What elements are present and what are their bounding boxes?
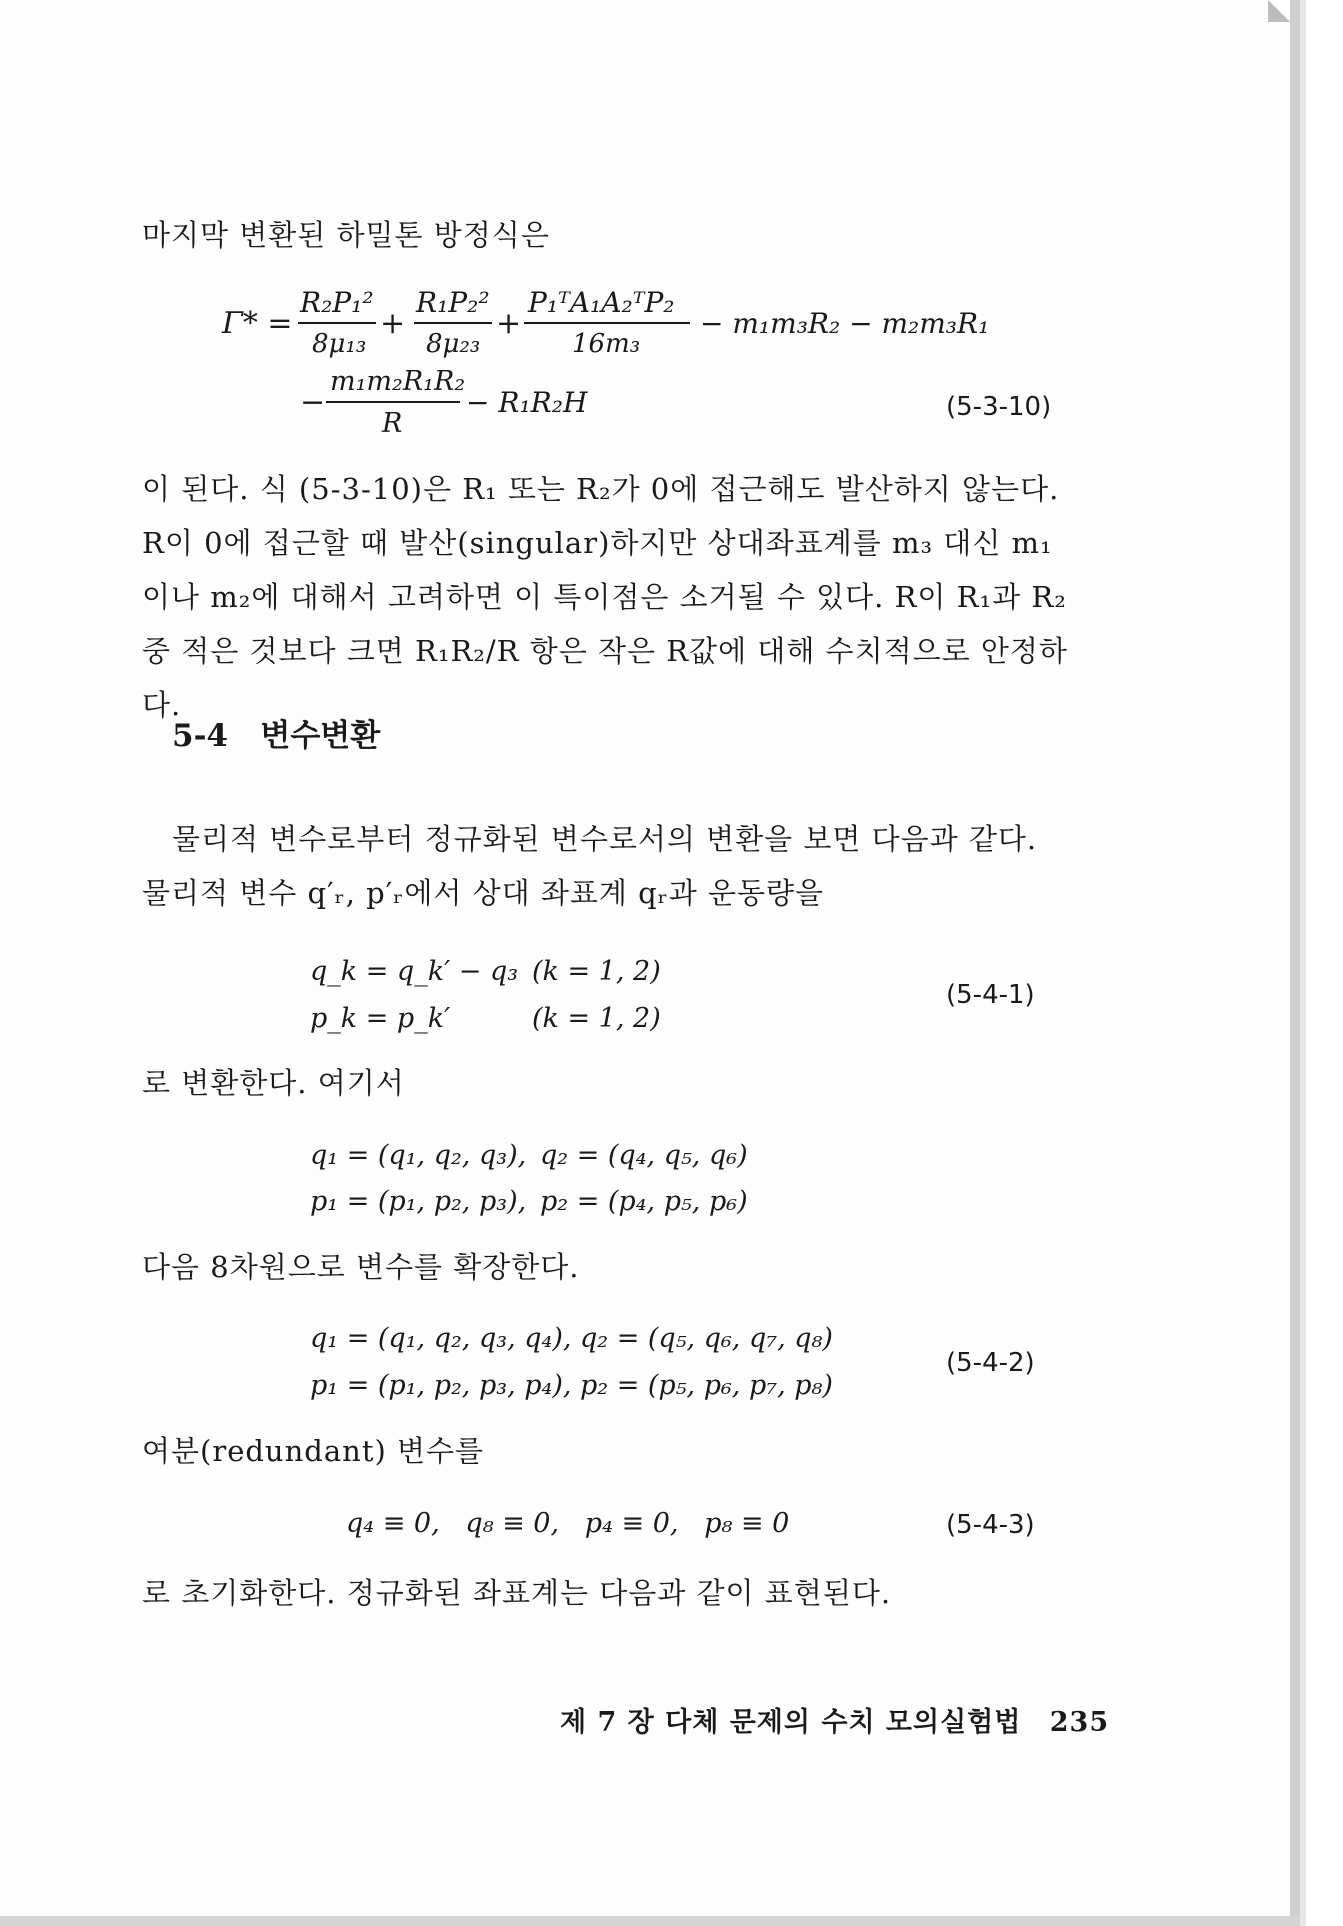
- eq-5-4-2-q1: q₁ = (q₁, q₂, q₃, q₄),: [310, 1323, 572, 1354]
- eq-term4-numerator: m₁m₂R₁R₂: [330, 366, 466, 397]
- eq-plus-2: +: [496, 306, 522, 341]
- eq-5-4-1-line2-condition: (k = 1, 2): [532, 1003, 661, 1034]
- eq-tail-1: − m₁m₃R₂ − m₂m₃R₁: [700, 307, 990, 340]
- intro-text: 마지막 변환된 하밀톤 방정식은: [142, 218, 550, 252]
- eq-number-5-4-2: (5-4-2): [946, 1348, 1035, 1378]
- paragraph-1: 이 된다. 식 (5-3-10)은 R₁ 또는 R₂가 0에 접근해도 발산하지 않는다. R이 0에 접근할 때 발산(singular)하지만 상대좌표계를 m₃ 대신 m₁이나 m₂에 대해서 고려하면 이 특이점은 소거될 수 있다. R이 R₁과 R₂ 중 적은 것보다 크면 R₁R₂/R 항은 작은 R값에 대해 수치적으로 안정하다.: [142, 472, 1068, 722]
- eq-5-4-2-p1: p₁ = (p₁, p₂, p₃, p₄),: [310, 1370, 572, 1401]
- eq-term3-numerator: P₁ᵀA₁A₂ᵀP₂: [528, 286, 675, 319]
- eq-5-4-2-p2: p₂ = (p₅, p₆, p₇, p₈): [580, 1370, 833, 1401]
- eq-def-q1: q₁ = (q₁, q₂, q₃),: [310, 1140, 527, 1171]
- eq-5-4-1-line1: q_k = q_k′ − q₃: [310, 956, 519, 987]
- eq-def-q2: q₂ = (q₄, q₅, q₆): [540, 1140, 748, 1171]
- eq-def-p2: p₂ = (p₄, p₅, p₆): [540, 1186, 748, 1217]
- footer-chapter: 제 7 장 다체 문제의 수치 모의실험법: [560, 1707, 1022, 1738]
- eq-number-5-4-1: (5-4-1): [946, 980, 1035, 1010]
- eq-lhs: Γ* =: [222, 306, 293, 341]
- eq-5-4-3-content: q₄ ≡ 0, q₈ ≡ 0, p₄ ≡ 0, p₈ ≡ 0: [346, 1508, 790, 1539]
- page-number: 235: [1049, 1707, 1110, 1738]
- eq-5-4-1-line2: p_k = p_k′: [310, 1003, 451, 1034]
- eq-number-5-3-10: (5-3-10): [946, 392, 1052, 422]
- section-title: 변수변환: [260, 718, 381, 754]
- eq-term1-numerator: R₂P₁²: [300, 286, 374, 319]
- text-extend: 다음 8차원으로 변수를 확장한다.: [142, 1250, 580, 1284]
- eq-5-4-2-q2: q₂ = (q₅, q₆, q₇, q₈): [580, 1323, 833, 1354]
- eq-term3-denominator: 16m₃: [572, 329, 641, 359]
- eq-number-5-4-3: (5-4-3): [946, 1510, 1035, 1540]
- page-footer: [560, 1700, 1109, 1739]
- text-redundant: 여분(redundant) 변수를: [142, 1434, 485, 1468]
- eq-term2-denominator: 8μ₂₃: [426, 329, 481, 359]
- text-initialize: 로 초기화한다. 정규화된 좌표계는 다음과 같이 표현된다.: [142, 1576, 892, 1610]
- section-number: 5-4: [172, 718, 229, 754]
- eq-def-p1: p₁ = (p₁, p₂, p₃),: [310, 1186, 527, 1217]
- eq-5-4-1-line1-condition: (k = 1, 2): [532, 956, 661, 987]
- eq-line2-minus: −: [300, 385, 326, 420]
- paragraph-2: 물리적 변수로부터 정규화된 변수로서의 변환을 보면 다음과 같다. 물리적 변수 q′ᵣ, p′ᵣ에서 상대 좌표계 qᵣ과 운동량을: [142, 822, 1038, 910]
- eq-term2-numerator: R₁P₂²: [416, 286, 490, 319]
- text-transform: 로 변환한다. 여기서: [142, 1066, 405, 1100]
- eq-tail-2: − R₁R₂H: [466, 386, 588, 419]
- eq-plus-1: +: [380, 306, 406, 341]
- eq-term1-denominator: 8μ₁₃: [312, 329, 367, 359]
- eq-term4-denominator: R: [382, 408, 403, 439]
